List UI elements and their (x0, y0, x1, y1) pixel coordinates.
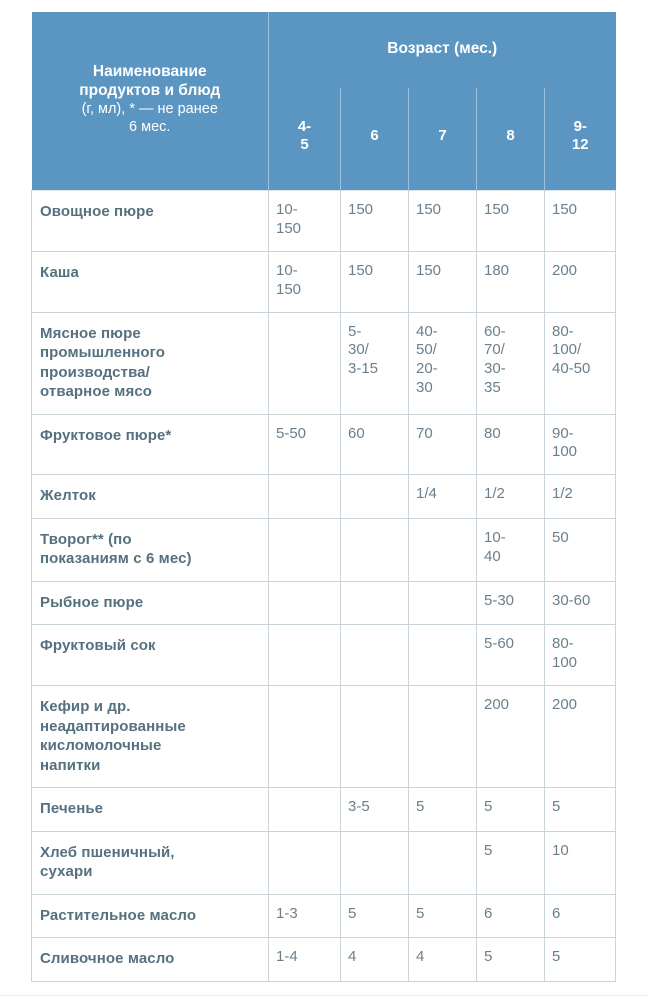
product-name-cell (32, 191, 269, 252)
value-line: 80- (552, 322, 574, 340)
value-cell (341, 191, 409, 252)
value-line: 5 (484, 948, 493, 966)
product-name-line: неадаптированные (40, 717, 186, 735)
header-age-group: Возраст (мес.) (269, 12, 616, 88)
value-cell (409, 938, 477, 982)
value-line: 150 (552, 201, 578, 218)
product-name-line: производства/ (40, 363, 150, 381)
value-line: 100/ (552, 341, 582, 359)
table-header (32, 12, 616, 191)
header-age-line: 4- (297, 118, 312, 136)
value-cell (477, 414, 545, 475)
value-line: 1-3 (276, 904, 298, 922)
header-name-line-3: (г, мл), * — не ранее (81, 101, 218, 118)
value-cell (269, 414, 341, 475)
product-name-line: показаниям с 6 мес) (40, 550, 192, 568)
value-line: 5 (416, 798, 425, 816)
product-name-line: Фруктовое пюре* (40, 426, 172, 444)
header-age-column-5 (545, 88, 616, 191)
value-cell (341, 831, 409, 894)
table-row (32, 788, 616, 832)
value-line: 70 (416, 424, 433, 442)
value-cell (341, 894, 409, 938)
value-cell (545, 475, 616, 519)
value-line: 10 (552, 841, 569, 859)
value-line: 5 (348, 904, 357, 922)
value-cell (269, 518, 341, 581)
product-name-cell (32, 686, 269, 788)
value-line: 3-15 (348, 360, 379, 378)
value-line: 150 (348, 201, 374, 218)
value-line: 30- (484, 360, 506, 378)
value-cell (409, 475, 477, 519)
product-name-line: Рыбное пюре (40, 593, 144, 611)
table-row (32, 251, 616, 312)
value-line: 40- (416, 322, 438, 340)
product-name-line: Хлеб пшеничный, (40, 843, 175, 861)
product-name-line: сухари (40, 863, 93, 881)
value-line: 90- (552, 424, 574, 442)
value-line: 100 (552, 443, 578, 461)
value-cell (341, 625, 409, 686)
value-cell (545, 831, 616, 894)
product-name-cell (32, 788, 269, 832)
header-age-line: 12 (571, 136, 589, 153)
table-row (32, 938, 616, 982)
value-cell (269, 625, 341, 686)
table-row (32, 686, 616, 788)
table-body (32, 191, 616, 982)
value-line: 5-30 (484, 591, 515, 609)
value-line: 30 (416, 379, 433, 397)
product-name-line: Овощное пюре (40, 203, 154, 220)
value-cell (545, 938, 616, 982)
value-cell (269, 788, 341, 832)
value-cell (341, 251, 409, 312)
value-line: 150 (348, 261, 374, 279)
product-name-line: Кефир и др. (40, 698, 131, 716)
value-cell (545, 625, 616, 686)
value-line: 5 (552, 798, 561, 816)
value-cell (545, 251, 616, 312)
header-age-line: 8 (506, 127, 515, 145)
value-line: 180 (484, 261, 510, 279)
value-line: 5 (484, 841, 493, 859)
value-cell (269, 894, 341, 938)
value-cell (341, 938, 409, 982)
value-cell (477, 312, 545, 414)
value-line: 150 (416, 261, 442, 279)
value-line: 1/2 (552, 485, 573, 503)
value-line: 5 (552, 948, 561, 966)
value-line: 10- (484, 528, 506, 546)
value-line: 35 (484, 379, 501, 397)
header-product-name (32, 12, 269, 191)
table-row (32, 312, 616, 414)
value-cell (545, 581, 616, 625)
value-line: 150 (276, 280, 302, 298)
value-line: 200 (552, 261, 578, 279)
value-line: 150 (416, 201, 442, 218)
value-cell (409, 191, 477, 252)
table-row (32, 475, 616, 519)
header-age-column-4 (477, 88, 545, 191)
value-cell (409, 831, 477, 894)
value-line: 150 (484, 201, 510, 218)
value-cell (477, 831, 545, 894)
value-cell (341, 414, 409, 475)
value-cell (409, 581, 477, 625)
header-age-column-2 (341, 88, 409, 191)
product-name-cell (32, 251, 269, 312)
header-age-line: 7 (438, 127, 447, 145)
table-row (32, 191, 616, 252)
header-name-line-2: продуктов и блюд (79, 82, 221, 100)
value-cell (545, 518, 616, 581)
value-cell (269, 686, 341, 788)
value-cell (477, 191, 545, 252)
value-line: 6 (484, 904, 493, 922)
value-cell (545, 312, 616, 414)
product-name-cell (32, 938, 269, 982)
product-name-cell (32, 312, 269, 414)
value-line: 4 (416, 948, 425, 966)
value-cell (409, 251, 477, 312)
bottom-divider (0, 995, 648, 996)
value-line: 50 (552, 528, 569, 546)
value-line: 1-4 (276, 948, 298, 966)
value-cell (477, 938, 545, 982)
value-cell (341, 518, 409, 581)
product-name-cell (32, 894, 269, 938)
value-cell (269, 312, 341, 414)
value-cell (269, 251, 341, 312)
complementary-feeding-table (31, 12, 616, 982)
value-line: 20- (416, 360, 438, 378)
header-name-line-4: 6 мес. (129, 118, 171, 135)
value-line: 6 (552, 904, 561, 922)
value-cell (545, 191, 616, 252)
value-line: 150 (276, 219, 302, 237)
value-cell (269, 475, 341, 519)
value-line: 5 (416, 904, 425, 922)
value-line: 5-60 (484, 635, 515, 653)
value-cell (545, 788, 616, 832)
value-cell (545, 686, 616, 788)
product-name-line: Каша (40, 263, 79, 281)
value-cell (477, 894, 545, 938)
product-name-line: Растительное масло (40, 906, 197, 924)
product-name-cell (32, 625, 269, 686)
value-cell (477, 518, 545, 581)
value-cell (477, 475, 545, 519)
value-cell (545, 894, 616, 938)
product-name-cell (32, 475, 269, 519)
product-name-line: Сливочное масло (40, 950, 175, 968)
header-row-top (32, 12, 616, 88)
value-cell (341, 581, 409, 625)
value-cell (341, 788, 409, 832)
product-name-cell (32, 518, 269, 581)
value-cell (477, 625, 545, 686)
value-cell (477, 686, 545, 788)
value-line: 200 (484, 696, 510, 714)
value-line: 10- (276, 201, 298, 218)
header-name-line-1: Наименование (92, 63, 207, 81)
value-line: 5 (484, 798, 493, 816)
value-cell (269, 191, 341, 252)
value-cell (409, 312, 477, 414)
product-name-line: промышленного (40, 344, 166, 362)
value-line: 80- (552, 635, 574, 653)
value-cell (341, 686, 409, 788)
table-row (32, 625, 616, 686)
value-cell (269, 938, 341, 982)
value-line: 50/ (416, 341, 437, 359)
value-cell (409, 686, 477, 788)
header-age-column-1 (269, 88, 341, 191)
value-line: 5- (348, 322, 362, 340)
value-line: 100 (552, 654, 578, 672)
header-age-line: 5 (300, 136, 309, 153)
product-name-cell (32, 414, 269, 475)
table-row (32, 518, 616, 581)
value-line: 200 (552, 696, 578, 714)
product-name-cell (32, 831, 269, 894)
product-name-cell (32, 581, 269, 625)
value-cell (409, 414, 477, 475)
value-line: 30/ (348, 341, 369, 359)
value-line: 4 (348, 948, 357, 966)
nutrition-table-container (31, 12, 615, 982)
value-line: 3-5 (348, 798, 370, 816)
value-line: 30-60 (552, 591, 591, 609)
value-cell (269, 581, 341, 625)
value-line: 70/ (484, 341, 505, 359)
value-line: 1/4 (416, 485, 437, 503)
header-age-line: 6 (370, 127, 379, 145)
value-line: 1/2 (484, 485, 505, 503)
table-row (32, 581, 616, 625)
value-line: 40 (484, 547, 501, 565)
product-name-line: Печенье (40, 800, 104, 818)
value-line: 60 (348, 424, 365, 442)
value-cell (477, 788, 545, 832)
product-name-line: кисломолочные (40, 737, 162, 755)
product-name-line: Творог** (по (40, 530, 132, 548)
value-cell (409, 518, 477, 581)
product-name-line: Желток (40, 487, 96, 505)
header-age-line: 9- (573, 118, 587, 136)
value-line: 5-50 (276, 424, 307, 442)
product-name-line: Фруктовый сок (40, 637, 156, 655)
product-name-line: напитки (40, 756, 101, 774)
product-name-line: отварное мясо (40, 383, 153, 401)
table-row (32, 831, 616, 894)
value-line: 40-50 (552, 360, 591, 378)
value-line: 60- (484, 322, 506, 340)
value-line: 80 (484, 424, 501, 442)
value-cell (409, 788, 477, 832)
header-age-column-3 (409, 88, 477, 191)
value-line: 10- (276, 261, 298, 279)
product-name-line: Мясное пюре (40, 324, 141, 342)
value-cell (341, 312, 409, 414)
table-row (32, 894, 616, 938)
value-cell (545, 414, 616, 475)
value-cell (409, 894, 477, 938)
value-cell (269, 831, 341, 894)
value-cell (409, 625, 477, 686)
value-cell (477, 251, 545, 312)
value-cell (477, 581, 545, 625)
table-row (32, 414, 616, 475)
value-cell (341, 475, 409, 519)
